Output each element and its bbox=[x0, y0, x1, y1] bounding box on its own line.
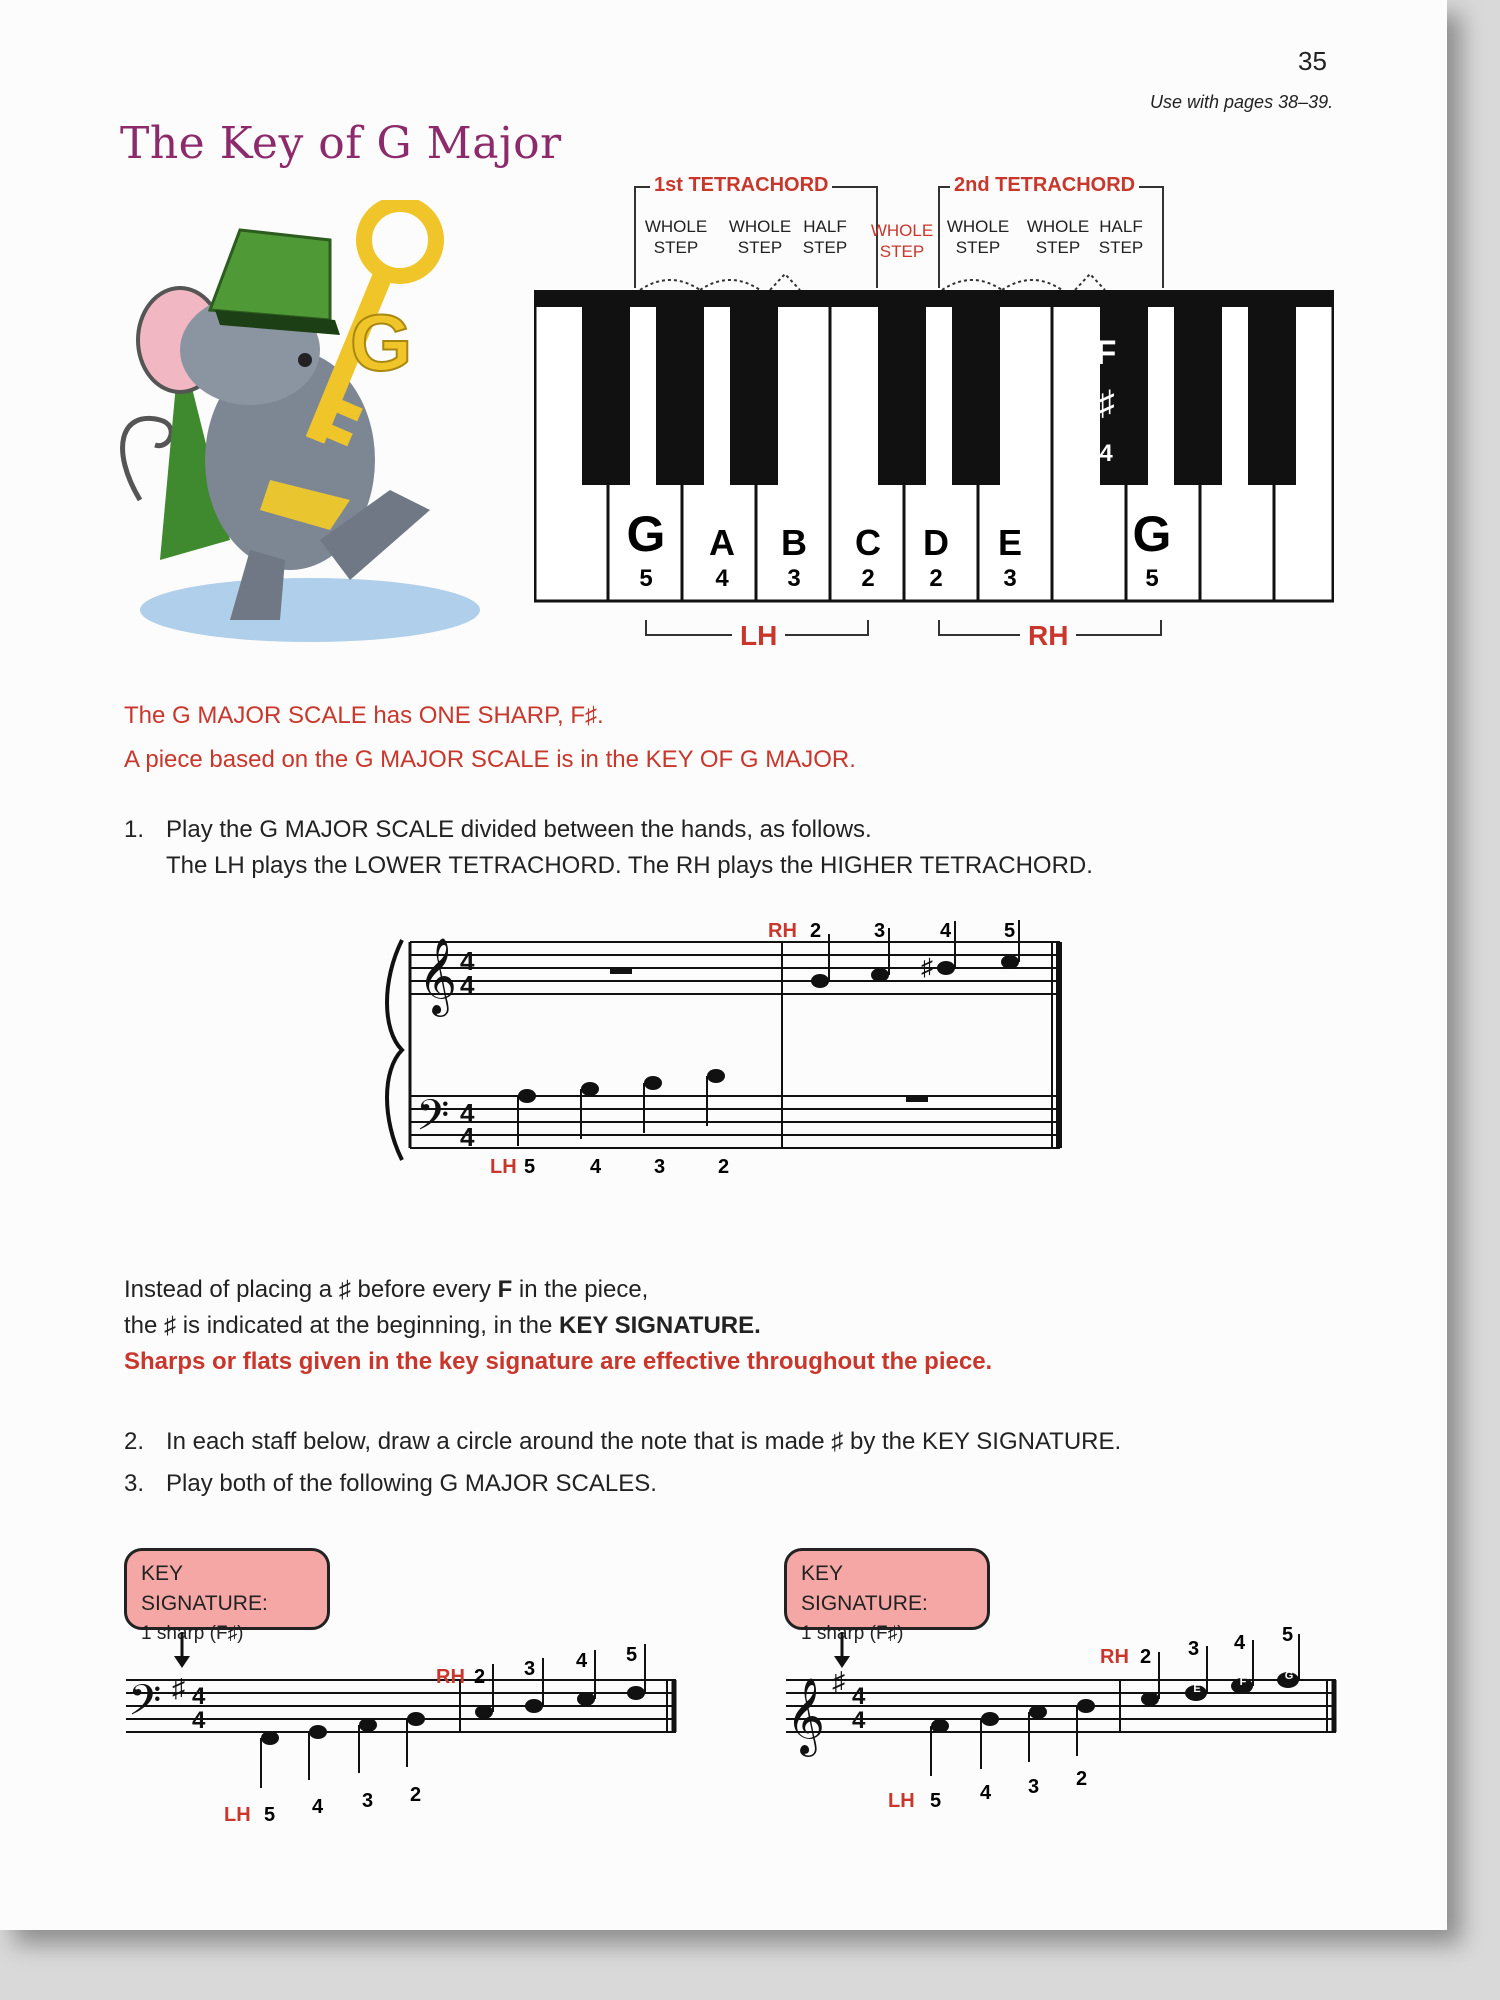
bass-scale-rh-label: RH bbox=[436, 1666, 465, 1688]
bass-scale-rh-finger-2: 2 bbox=[474, 1666, 486, 1688]
grand-staff-rh-finger-3: 3 bbox=[874, 920, 886, 942]
svg-text:𝄞: 𝄞 bbox=[786, 1678, 826, 1752]
treble-scale-lh-label: LH bbox=[888, 1790, 915, 1812]
intro-line-1: The G MAJOR SCALE has ONE SHARP, F♯. bbox=[124, 702, 604, 729]
step-2-text-b: by the KEY SIGNATURE. bbox=[849, 1428, 1122, 1455]
bass-scale-lh-finger-5: 5 bbox=[264, 1804, 276, 1826]
key-letter-c: C bbox=[855, 522, 881, 563]
explain-line-1 bbox=[124, 1276, 648, 1304]
key-finger-e: 3 bbox=[1003, 565, 1017, 592]
step-2-number: 2. bbox=[124, 1428, 145, 1455]
rh-label: RH bbox=[1020, 620, 1076, 652]
svg-text:𝄢: 𝄢 bbox=[416, 1092, 450, 1150]
grand-staff-lh-finger-4: 4 bbox=[590, 1156, 602, 1178]
svg-text:♯: ♯ bbox=[172, 1673, 185, 1703]
step-2-sharp: ♯ bbox=[831, 1428, 844, 1455]
step-3-number: 3. bbox=[124, 1470, 145, 1497]
svg-text:𝄢: 𝄢 bbox=[128, 1677, 162, 1735]
explain-sharp-symbol-2: ♯ bbox=[164, 1312, 177, 1339]
treble-scale-lh-finger-4: 4 bbox=[980, 1782, 992, 1804]
svg-text:4: 4 bbox=[460, 1122, 475, 1152]
black-key-sharp: ♯ bbox=[1097, 384, 1115, 422]
key-letter-g-high: G bbox=[1132, 506, 1172, 562]
grand-staff-lh-label: LH bbox=[490, 1156, 517, 1178]
callout-left-title: KEY SIGNATURE: bbox=[141, 1562, 268, 1615]
bass-scale-lh-finger-4: 4 bbox=[312, 1796, 324, 1818]
svg-text:4: 4 bbox=[852, 1707, 866, 1734]
key-letter-d: D bbox=[923, 522, 949, 563]
key-finger-c: 2 bbox=[861, 565, 875, 592]
note-letter-g: G bbox=[1284, 1670, 1294, 1682]
first-tetrachord-label: 1st TETRACHORD bbox=[650, 174, 832, 197]
step-2-text bbox=[166, 1428, 1121, 1456]
svg-text:𝄞: 𝄞 bbox=[418, 938, 458, 1012]
mouse-with-key-illustration bbox=[100, 200, 520, 650]
callout-right-detail: 1 sharp (F♯) bbox=[801, 1623, 904, 1644]
treble-scale-rh-finger-2: 2 bbox=[1140, 1646, 1152, 1668]
key-finger-a: 4 bbox=[715, 565, 729, 592]
key-finger-d: 2 bbox=[929, 565, 943, 592]
step-label-5: WHOLE STEP bbox=[946, 217, 1010, 257]
explain-text-b2: is indicated at the beginning, in the bbox=[182, 1312, 553, 1339]
step-label-1: WHOLE STEP bbox=[644, 217, 708, 257]
page-title: The Key of G Major bbox=[120, 118, 562, 169]
grand-staff-rh-finger-4: 4 bbox=[940, 920, 952, 942]
bass-lh-notes bbox=[261, 1712, 425, 1788]
explain-line-3: Sharps or flats given in the key signature are effective throughout the piece. bbox=[124, 1348, 993, 1375]
key-finger-b: 3 bbox=[787, 565, 801, 592]
explain-key-signature: KEY SIGNATURE. bbox=[559, 1312, 761, 1339]
step-label-6: WHOLE STEP bbox=[1026, 217, 1090, 257]
treble-scale-rh-finger-4: 4 bbox=[1234, 1632, 1246, 1654]
step-1-line-2: The LH plays the LOWER TETRACHORD. The RH plays the HIGHER TETRACHORD. bbox=[166, 852, 1093, 879]
intro-line-2: A piece based on the G MAJOR SCALE is in the KEY OF G MAJOR. bbox=[124, 746, 856, 773]
treble-scale-rh-finger-3: 3 bbox=[1188, 1638, 1200, 1660]
svg-text:4: 4 bbox=[460, 946, 475, 976]
svg-text:4: 4 bbox=[460, 970, 475, 1000]
treble-scale-rh-finger-5: 5 bbox=[1282, 1624, 1294, 1646]
lh-label: LH bbox=[732, 620, 785, 652]
grand-staff-rh-finger-5: 5 bbox=[1004, 920, 1016, 942]
svg-text:4: 4 bbox=[192, 1683, 206, 1710]
grand-staff-lh-finger-3: 3 bbox=[654, 1156, 666, 1178]
middle-whole-step-label: WHOLE STEP bbox=[870, 221, 934, 261]
step-arcs bbox=[630, 262, 1170, 292]
key-signature-callout-right bbox=[784, 1548, 990, 1644]
explain-text-a2: before every bbox=[357, 1276, 491, 1303]
explain-text-b1: the bbox=[124, 1312, 158, 1339]
step-1-number: 1. bbox=[124, 816, 145, 843]
key-finger-g-low: 5 bbox=[639, 565, 653, 592]
bass-clef-scale-staff bbox=[120, 1630, 680, 1790]
explain-line-2 bbox=[124, 1312, 761, 1340]
svg-text:4: 4 bbox=[460, 1098, 475, 1128]
explain-letter-f: F bbox=[497, 1276, 513, 1303]
key-letter-a: A bbox=[709, 522, 735, 563]
svg-text:4: 4 bbox=[192, 1707, 206, 1734]
grand-staff-rh-finger-2: 2 bbox=[810, 920, 822, 942]
step-label-7: HALF STEP bbox=[1098, 217, 1144, 257]
bass-scale-lh-label: LH bbox=[224, 1804, 251, 1826]
bass-scale-rh-finger-3: 3 bbox=[524, 1658, 536, 1680]
black-key-finger: 4 bbox=[1099, 440, 1113, 467]
treble-scale-lh-finger-3: 3 bbox=[1028, 1776, 1040, 1798]
second-tetrachord-label: 2nd TETRACHORD bbox=[950, 174, 1139, 197]
page-number: 35 bbox=[1298, 46, 1327, 76]
black-key-letter-f: F bbox=[1095, 334, 1117, 372]
grand-staff-sharp: ♯ bbox=[921, 954, 933, 981]
key-signature-callout-left bbox=[124, 1548, 330, 1644]
grand-staff-lh-finger-5: 5 bbox=[524, 1156, 536, 1178]
explain-sharp-symbol: ♯ bbox=[338, 1276, 351, 1303]
step-1-line-1: Play the G MAJOR SCALE divided between the hands, as follows. bbox=[166, 816, 872, 843]
step-2-text-a: In each staff below, draw a circle around the note that is made bbox=[166, 1428, 825, 1455]
key-letter-g-low: G bbox=[626, 506, 666, 562]
callout-left-detail: 1 sharp (F♯) bbox=[141, 1623, 244, 1644]
note-letter-f: F bbox=[1239, 1676, 1247, 1688]
bass-scale-rh-finger-5: 5 bbox=[626, 1644, 638, 1666]
treble-clef-scale-staff bbox=[780, 1630, 1340, 1790]
svg-text:♯: ♯ bbox=[832, 1666, 845, 1696]
callout-right-title: KEY SIGNATURE: bbox=[801, 1562, 928, 1615]
explain-text-a4: in the piece, bbox=[518, 1276, 649, 1303]
key-finger-g-high: 5 bbox=[1145, 565, 1159, 592]
bass-rh-notes bbox=[475, 1644, 645, 1719]
explain-text-a1: Instead of placing a bbox=[124, 1276, 333, 1303]
bass-scale-lh-finger-3: 3 bbox=[362, 1790, 374, 1812]
treble-scale-rh-label: RH bbox=[1100, 1646, 1129, 1668]
key-letter-b: B bbox=[781, 522, 807, 563]
treble-scale-lh-finger-2: 2 bbox=[1076, 1768, 1088, 1790]
use-with-note: Use with pages 38–39. bbox=[1150, 92, 1334, 112]
bass-scale-rh-finger-4: 4 bbox=[576, 1650, 588, 1672]
step-label-2: WHOLE STEP bbox=[728, 217, 792, 257]
svg-text:G: G bbox=[350, 298, 413, 387]
step-label-3: HALF STEP bbox=[802, 217, 848, 257]
bass-scale-lh-finger-2: 2 bbox=[410, 1784, 422, 1806]
note-letter-e: E bbox=[1193, 1683, 1201, 1695]
treble-scale-lh-finger-5: 5 bbox=[930, 1790, 942, 1812]
grand-staff-rh-label: RH bbox=[768, 920, 797, 942]
treble-lh-notes bbox=[931, 1699, 1095, 1776]
treble-rh-notes bbox=[1141, 1634, 1299, 1706]
svg-text:4: 4 bbox=[852, 1683, 866, 1710]
step-3-text: Play both of the following G MAJOR SCALES. bbox=[166, 1470, 657, 1497]
key-letter-e: E bbox=[997, 522, 1022, 563]
grand-staff bbox=[380, 920, 1080, 1180]
grand-staff-lh-finger-2: 2 bbox=[718, 1156, 730, 1178]
